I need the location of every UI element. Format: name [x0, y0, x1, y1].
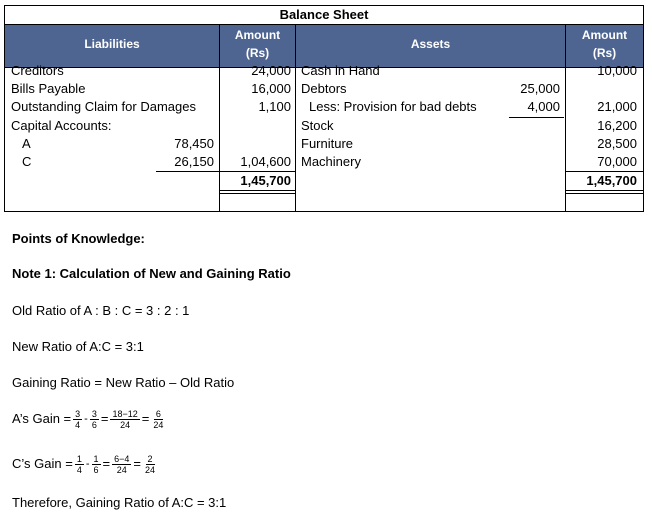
asset-net-debtors-amount: 21,000 [597, 99, 637, 114]
a-gain-frac-1-num: 3 [75, 408, 81, 419]
c-gain-frac-2-num: 1 [93, 453, 99, 464]
a-gain-frac-2 [90, 409, 99, 430]
note1-title: Note 1: Calculation of New and Gaining Ratio [12, 266, 291, 281]
c-gain-frac-1-den: 4 [76, 464, 82, 475]
c-gain-label: C’s Gain = [12, 456, 73, 471]
c-gain-minus: - [85, 458, 90, 470]
balance-sheet-table [4, 5, 644, 212]
liab-capital-c-amount: 26,150 [174, 154, 214, 169]
a-gain-frac-3-num: 18−12 [112, 408, 138, 419]
total-bottom-line-2a [566, 190, 643, 191]
c-gain-frac-4-num: 2 [147, 453, 153, 464]
a-gain-frac-1 [73, 409, 82, 430]
header-assets: Assets [410, 37, 451, 51]
total-bottom-line-2b [566, 193, 643, 194]
c-gain-frac-3-den: 24 [116, 464, 127, 475]
liab-outstanding-claim: Outstanding Claim for Damages [11, 99, 196, 114]
frame-title-divider [4, 24, 644, 25]
c-gain-frac-4-den: 24 [145, 464, 156, 475]
a-gain-frac-3-den: 24 [120, 419, 131, 430]
balance-sheet-title: Balance Sheet [279, 7, 369, 22]
header-liabilities: Liabilities [84, 37, 140, 51]
asset-provision: Less: Provision for bad debts [309, 99, 477, 114]
c-gain-frac-1 [75, 454, 84, 475]
c-gain-eq-1: = [102, 456, 111, 471]
liab-capital-accounts: Capital Accounts: [11, 118, 112, 133]
c-gain-frac-3 [112, 454, 131, 475]
header-amount-1-line1: Amount [234, 28, 281, 42]
a-gain-minus: - [84, 413, 88, 425]
col-divider-2 [295, 24, 296, 212]
asset-stock: Stock [301, 118, 334, 133]
gaining-ratio-formula: Gaining Ratio = New Ratio – Old Ratio [12, 375, 235, 390]
asset-machinery-amount: 70,000 [597, 154, 637, 169]
liab-bills-payable-amount: 16,000 [251, 81, 291, 96]
frame-top [4, 5, 644, 6]
c-gain-frac-1-num: 1 [76, 453, 82, 464]
a-gain-equation [12, 404, 167, 434]
liab-creditors: Creditors [11, 63, 64, 78]
asset-debtors-amount: 25,000 [520, 81, 560, 96]
header-amount-2-line1: Amount [581, 28, 628, 42]
header-amount-1-line2: (Rs) [245, 46, 270, 60]
c-gain-frac-2 [92, 454, 101, 475]
asset-provision-amount: 4,000 [527, 99, 560, 114]
asset-furniture-amount: 28,500 [597, 136, 637, 151]
c-gain-frac-4 [143, 454, 157, 475]
a-gain-frac-2-num: 3 [91, 408, 97, 419]
c-gain-frac-3-num: 6−4 [114, 453, 130, 464]
gaining-ratio-conclusion: Therefore, Gaining Ratio of A:C = 3:1 [12, 495, 227, 510]
asset-total: 1,45,700 [586, 173, 637, 188]
c-gain-eq-2: = [133, 456, 141, 471]
frame-bottom [4, 211, 644, 212]
asset-cash: Cash in Hand [301, 63, 380, 78]
liab-capital-a: A [22, 136, 31, 151]
asset-machinery: Machinery [301, 154, 361, 169]
asset-cash-amount: 10,000 [597, 63, 637, 78]
a-gain-frac-4-num: 6 [155, 408, 161, 419]
a-gain-eq-1: = [100, 411, 109, 426]
liab-capital-c: C [22, 154, 32, 169]
total-bottom-line-1b [220, 193, 295, 194]
liab-total: 1,45,700 [240, 173, 291, 188]
new-ratio: New Ratio of A:C = 3:1 [12, 339, 144, 354]
total-bottom-line-1a [220, 190, 295, 191]
old-ratio: Old Ratio of A : B : C = 3 : 2 : 1 [12, 303, 190, 318]
frame-right [643, 5, 644, 212]
a-gain-frac-1-den: 4 [75, 419, 81, 430]
debtors-subtotal-line [509, 117, 564, 118]
a-gain-frac-3 [110, 409, 139, 430]
points-of-knowledge-heading: Points of Knowledge: [12, 231, 145, 246]
a-gain-label: A’s Gain = [12, 411, 72, 426]
a-gain-eq-2: = [141, 411, 150, 426]
a-gain-frac-2-den: 6 [91, 419, 97, 430]
liab-bills-payable: Bills Payable [11, 81, 86, 96]
a-gain-frac-4-den: 24 [153, 419, 164, 430]
a-gain-frac-4 [151, 409, 165, 430]
capital-subtotal-line [156, 171, 219, 172]
liab-outstanding-claim-amount: 1,100 [258, 99, 291, 114]
liab-capital-a-amount: 78,450 [174, 136, 214, 151]
liab-creditors-amount: 24,000 [251, 63, 291, 78]
frame-left [4, 5, 5, 212]
c-gain-equation [12, 449, 159, 479]
c-gain-frac-2-den: 6 [93, 464, 99, 475]
header-amount-2-line2: (Rs) [592, 46, 617, 60]
asset-stock-amount: 16,200 [597, 118, 637, 133]
asset-furniture: Furniture [301, 136, 354, 151]
liab-capital-total-amount: 1,04,600 [240, 154, 291, 169]
asset-debtors: Debtors [301, 81, 347, 96]
